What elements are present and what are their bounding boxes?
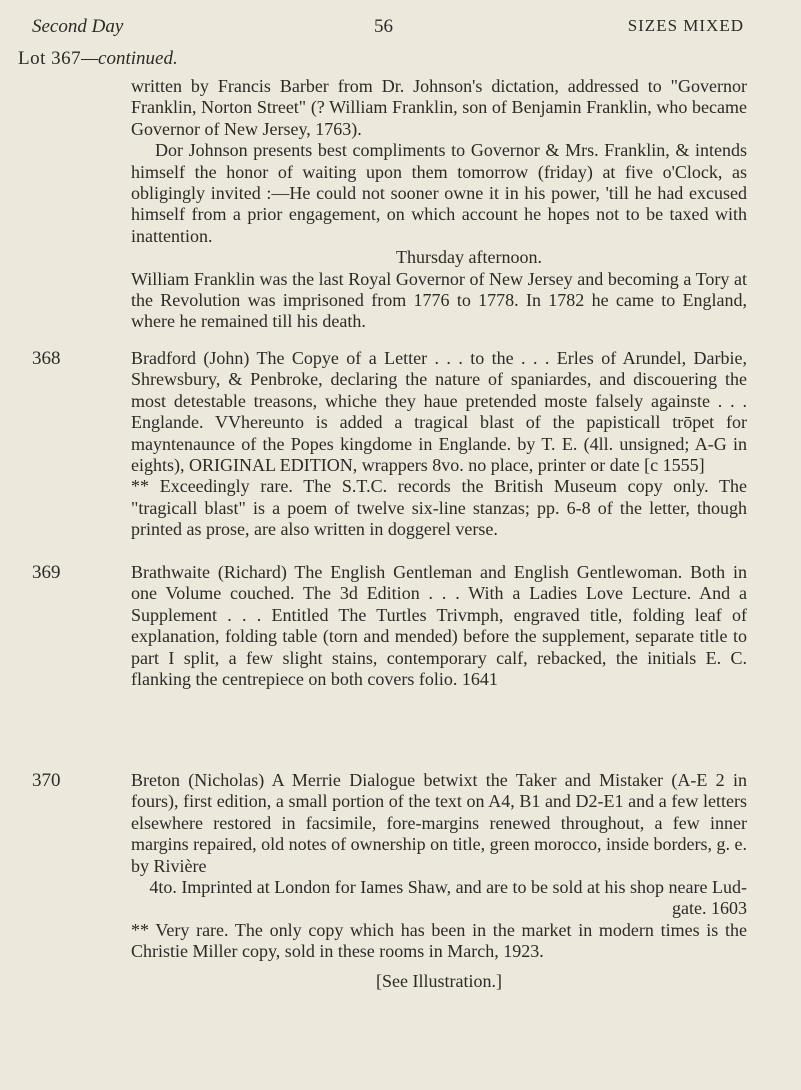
lot-368-body <box>131 348 747 541</box>
lot-368-note: ** Exceedingly rare. The S.T.C. records the British Museum copy only. The "tragicall blast" is a poem of twelve six-line stanzas; pp. 6-8 of the letter, though printed as prose, are also written in doggerel verse. <box>131 476 747 540</box>
page-header <box>32 12 744 42</box>
lot-367-para-3: William Franklin was the last Royal Governor of New Jersey and becoming a Tory at the Revolution was imprisoned from 1776 to 1778. In 1782 he came to England, where he remained till his death. <box>131 268 747 332</box>
lot-370-reference: [See Illustration.] <box>376 970 502 991</box>
lot-367-para-1: written by Francis Barber from Dr. Johnson's dictation, addressed to "Governor Franklin, Norton Street" (? William Franklin, son of Benjamin Franklin, who became Governor of New Jersey, 1763). <box>131 76 747 139</box>
lot-369-body <box>131 562 747 690</box>
lot-370-body <box>131 770 747 992</box>
lot-continued-suffix: —continued. <box>81 48 178 69</box>
header-day: Second Day <box>32 16 124 37</box>
lot-367-letter: Dor Johnson presents best compliments to Governor & Mrs. Franklin, & intends himself the honor of waiting upon them tomorrow (friday) at five o'Clock, as obligingly invited :—He could not sooner owne it in his power, 'till he had excused himself from a prior engagement, on which account he hopes not to be taxed with inattention. <box>131 140 747 246</box>
lot-370-description: Breton (Nicholas) A Merrie Dialogue betwixt the Taker and Mistaker (A-E 2 in fours), first edition, a small portion of the text on A4, B1 and D2-E1 and a few letters elsewhere restored in facsimile, fore-margins renewed throughout, a few inner margins repaired, old notes of ownership on title, green morocco, inside borders, g. e. by Rivière <box>131 770 748 876</box>
header-section: SIZES MIXED <box>627 16 744 35</box>
lot-367-body <box>131 76 747 333</box>
lot-number-368: 368 <box>32 348 61 369</box>
lot-370-note: ** Very rare. The only copy which has been in the market in modern times is the Christie Miller copy, sold in these rooms in March, 1923. <box>131 919 747 962</box>
lot-369-description: Brathwaite (Richard) The English Gentleman and English Gentlewoman. Both in one Volume couched. The 3d Edition . . . With a Ladies Love Lecture. And a Supplement . . . Entitled The Turtles Trivmph, engraved title, folding leaf of explanation, folding table (torn and mended) before the supplement, separate title to part I split, a few slight stains, contemporary calf, rebacked, the initials E. C. flanking the centrepiece on both covers folio. 1641 <box>131 562 747 690</box>
lot-370-imprint: 4to. Imprinted at London for Iames Shaw, and are to be sold at his shop neare Lud-gate. 1603 <box>149 877 747 919</box>
lot-label: Lot 367 <box>18 48 82 69</box>
page-number: 56 <box>374 16 393 37</box>
lot-368-description: Bradford (John) The Copye of a Letter . . . to the . . . Erles of Arundel, Darbie, Shrewsbury, & Penbroke, declaring the nature of spaniardes, and discouering the most detestable treasons, whiche they haue pretended moste falsely againste . . . Englande. VVhereunto is added a tragical blast of the papisticall trōpet for mayntenaunce of the Popes kingdome in Englande. by T. E. (4ll. unsigned; A-G in eights), ORIGINAL EDITION, wrappers 8vo. no place, printer or date [c 1555] <box>131 348 747 476</box>
lot-number-370: 370 <box>32 770 61 791</box>
lot-continued-heading <box>18 48 178 70</box>
lot-367-signoff: Thursday afternoon. <box>396 247 542 268</box>
lot-number-369: 369 <box>32 562 61 583</box>
